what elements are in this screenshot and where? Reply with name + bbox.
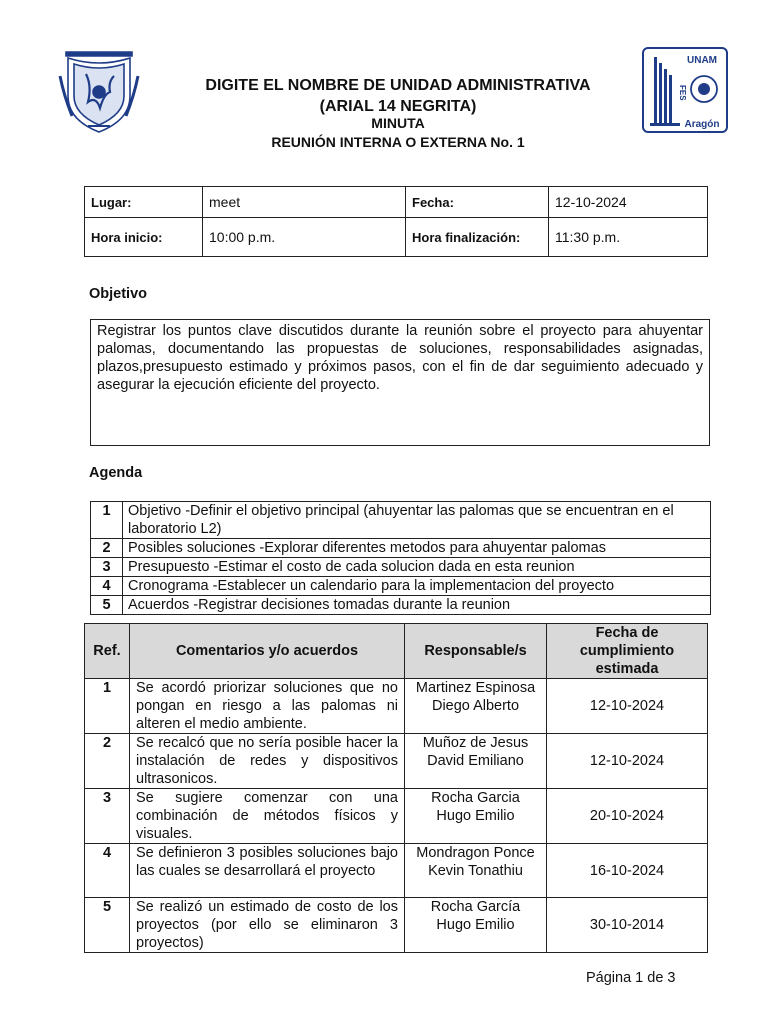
agenda-table	[90, 501, 711, 615]
row-date: 20-10-2024	[547, 789, 708, 844]
unam-seal-logo	[58, 46, 140, 134]
hora-fin-label: Hora finalización:	[406, 218, 549, 257]
table-row	[85, 789, 708, 844]
info-row	[85, 187, 708, 218]
row-responsable	[405, 898, 547, 953]
title-line-2: (ARIAL 14 NEGRITA)	[319, 98, 477, 115]
document-title	[160, 75, 636, 117]
row-comment: Se acordó priorizar soluciones que no pongan en riesgo a las palomas ni alteren el medio ambiente.	[130, 679, 405, 734]
lugar-value: meet	[203, 187, 406, 218]
row-responsable	[405, 844, 547, 898]
fes-unam-text: UNAM	[687, 55, 717, 66]
row-responsable	[405, 679, 547, 734]
fes-letters-text: FES	[678, 85, 687, 101]
objetivo-text: Registrar los puntos clave discutidos durante la reunión sobre el proyecto para ahuyentar palomas, documentando las propuestas de soluciones, responsabilidades asignadas, plazos,presupuesto estimado y próximos pasos, con el fin de dar seguimiento adecuado y asegurar la ejecución eficiente del proyecto.	[90, 319, 710, 446]
fecha-value: 12-10-2024	[549, 187, 708, 218]
responsable-line: Muñoz de Jesus	[422, 735, 529, 751]
responsable-line: Diego Alberto	[431, 698, 520, 714]
lugar-label: Lugar:	[85, 187, 203, 218]
agenda-number: 3	[91, 558, 123, 577]
comments-header-row	[85, 624, 708, 679]
row-comment: Se definieron 3 posibles soluciones bajo las cuales se desarrollará el proyecto	[130, 844, 405, 898]
row-comment: Se recalcó que no sería posible hacer la instalación de redes y dispositivos ultrasonicos.	[130, 734, 405, 789]
agenda-number: 5	[91, 596, 123, 615]
row-date: 12-10-2024	[547, 734, 708, 789]
responsable-line: Rocha Garcia	[431, 790, 520, 806]
row-date: 16-10-2024	[547, 844, 708, 898]
row-responsable	[405, 789, 547, 844]
fecha-label: Fecha:	[406, 187, 549, 218]
objetivo-label: Objetivo	[89, 286, 148, 302]
row-ref: 1	[85, 679, 130, 734]
row-ref: 4	[85, 844, 130, 898]
fes-aragon-logo	[642, 47, 728, 133]
title-line-1: DIGITE EL NOMBRE DE UNIDAD ADMINISTRATIVA	[205, 77, 591, 94]
row-comment: Se realizó un estimado de costo de los proyectos (por ello se eliminaron 3 proyectos)	[130, 898, 405, 953]
row-date: 30-10-2014	[547, 898, 708, 953]
hora-fin-value: 11:30 p.m.	[549, 218, 708, 257]
header-responsables: Responsable/s	[405, 624, 547, 679]
info-row	[85, 218, 708, 257]
agenda-number: 1	[91, 502, 123, 539]
responsable-line: David Emiliano	[427, 753, 524, 769]
table-row	[85, 844, 708, 898]
agenda-number: 4	[91, 577, 123, 596]
agenda-text: Acuerdos -Registrar decisiones tomadas durante la reunion	[123, 596, 711, 615]
agenda-item	[91, 596, 711, 615]
meeting-heading: REUNIÓN INTERNA O EXTERNA No. 1	[271, 134, 525, 150]
row-ref: 2	[85, 734, 130, 789]
header-fecha: Fecha de cumplimiento estimada	[547, 624, 708, 679]
agenda-item	[91, 558, 711, 577]
responsable-line: Kevin Tonathiu	[428, 863, 523, 879]
agenda-item	[91, 502, 711, 539]
hora-inicio-label: Hora inicio:	[85, 218, 203, 257]
hora-inicio-value: 10:00 p.m.	[203, 218, 406, 257]
row-responsable	[405, 734, 547, 789]
meeting-info-table	[84, 186, 708, 257]
page-number: Página 1 de 3	[586, 970, 676, 986]
agenda-label: Agenda	[89, 465, 143, 481]
responsable-line: Mondragon Ponce	[416, 845, 535, 861]
row-date: 12-10-2024	[547, 679, 708, 734]
agenda-text: Posibles soluciones -Explorar diferentes metodos para ahuyentar palomas	[123, 539, 711, 558]
header-comments: Comentarios y/o acuerdos	[130, 624, 405, 679]
table-row	[85, 679, 708, 734]
responsable-line: Hugo Emilio	[436, 808, 515, 824]
table-row	[85, 898, 708, 953]
responsable-line: Rocha García	[430, 899, 521, 915]
agenda-item	[91, 539, 711, 558]
comments-table	[84, 623, 708, 953]
agenda-text: Objetivo -Definir el objetivo principal (ahuyentar las palomas que se encuentran en el laboratorio L2)	[123, 502, 711, 539]
agenda-item	[91, 577, 711, 596]
responsable-line: Hugo Emilio	[436, 917, 515, 933]
agenda-text: Cronograma -Establecer un calendario para la implementacion del proyecto	[123, 577, 711, 596]
agenda-text: Presupuesto -Estimar el costo de cada solucion dada en esta reunion	[123, 558, 711, 577]
agenda-number: 2	[91, 539, 123, 558]
header-ref: Ref.	[85, 624, 130, 679]
responsable-line: Martinez Espinosa	[415, 680, 536, 696]
minuta-heading: MINUTA	[371, 115, 425, 131]
row-ref: 5	[85, 898, 130, 953]
table-row	[85, 734, 708, 789]
fes-campus-text: Aragón	[684, 119, 720, 130]
row-ref: 3	[85, 789, 130, 844]
row-comment: Se sugiere comenzar con una combinación de métodos físicos y visuales.	[130, 789, 405, 844]
